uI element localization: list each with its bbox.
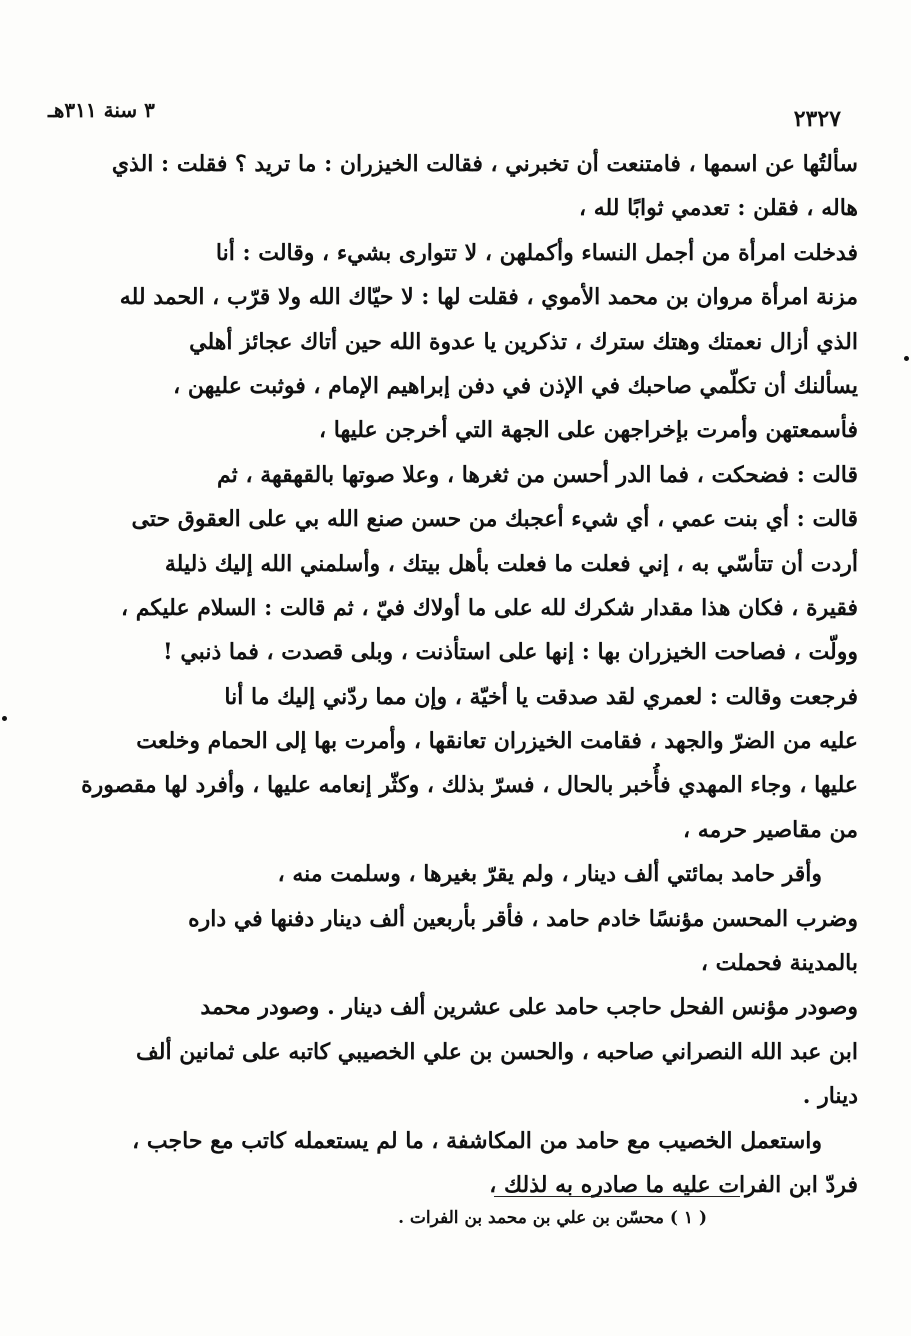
- margin-mark: [904, 356, 909, 361]
- text-line: قالت : أي بنت عمي ، أي شيء أعجبك من حسن صنع الله بي على العقوق حتى: [131, 506, 858, 533]
- footnote-rule: [494, 1196, 740, 1197]
- text-line: عليه من الضرّ والجهد ، فقامت الخيزران تعانقها ، وأمرت بها إلى الحمام وخلعت: [136, 728, 858, 755]
- text-line: يسألنك أن تكلّمي صاحبك في الإذن في دفن إبراهيم الإمام ، فوثبت عليهن ،: [173, 372, 858, 399]
- text-line: ابن عبد الله النصراني صاحبه ، والحسن بن علي الخصيبي كاتبه على ثمانين ألف: [136, 1038, 858, 1065]
- text-line: فقيرة ، فكان هذا مقدار شكرك لله على ما أولاك فيّ ، ثم قالت : السلام عليكم ،: [120, 594, 858, 621]
- text-line: عليها ، وجاء المهدي فأُخبر بالحال ، فسرّ بذلك ، وكثّر إنعامه عليها ، وأفرد لها مقصورة: [81, 772, 858, 799]
- text-line: وولّت ، فصاحت الخيزران بها : إنها على استأذنت ، وبلى قصدت ، فما ذنبي !: [163, 639, 858, 666]
- text-line: واستعمل الخصيب مع حامد من المكاشفة ، ما لم يستعمله كاتب مع حاجب ،: [132, 1127, 822, 1154]
- body-text: [48, 142, 858, 1207]
- text-line: دينار .: [802, 1083, 858, 1110]
- margin-mark: [2, 716, 7, 721]
- text-line: وضرب المحسن مؤنسًا خادم حامد ، فأقر بأربعين ألف دينار دفنها في داره: [188, 905, 858, 932]
- page-header: [48, 98, 851, 132]
- text-line: هاله ، فقلن : تعدمي ثوابًا لله ،: [578, 195, 858, 222]
- text-line: وأقر حامد بمائتي ألف دينار ، ولم يقرّ بغيرها ، وسلمت منه ،: [277, 861, 822, 888]
- text-line: مزنة امرأة مروان بن محمد الأموي ، فقلت لها : لا حيّاك الله ولا قرّب ، الحمد لله: [119, 284, 858, 311]
- text-line: من مقاصير حرمه ،: [682, 816, 858, 843]
- text-line: فردّ ابن الفرات عليه ما صادره به لذلك ،: [489, 1171, 858, 1198]
- footnote: ( ١ ) محسّن بن علي بن محمد بن الفرات .: [398, 1208, 707, 1228]
- text-line: فأسمعتهن وأمرت بإخراجهن على الجهة التي أخرجن عليها ،: [319, 417, 858, 444]
- text-line: قالت : فضحكت ، فما الدر أحسن من ثغرها ، وعلا صوتها بالقهقهة ، ثم: [217, 461, 858, 488]
- text-line: أردت أن تتأسّي به ، إني فعلت ما فعلت بأهل بيتك ، وأسلمني الله إليك ذليلة: [164, 550, 858, 577]
- text-line: سألتُها عن اسمها ، فامتنعت أن تخبرني ، فقالت الخيزران : ما تريد ؟ فقلت : الذي: [111, 151, 858, 177]
- page-number: ٢٣٢٧: [793, 106, 841, 132]
- text-line: الذي أزال نعمتك وهتك سترك ، تذكرين يا عدوة الله حين أتاك عجائز أهلي: [189, 328, 858, 355]
- text-line: بالمدينة فحملت ،: [700, 950, 858, 977]
- header-note: ٣ سنة ٣١١هـ: [48, 98, 155, 122]
- text-line: وصودر مؤنس الفحل حاجب حامد على عشرين ألف دينار . وصودر محمد: [200, 994, 858, 1021]
- text-line: فدخلت امرأة من أجمل النساء وأكملهن ، لا تتوارى بشيء ، وقالت : أنا: [215, 239, 858, 266]
- text-line: فرجعت وقالت : لعمري لقد صدقت يا أخيّة ، وإن مما ردّني إليك ما أنا: [224, 683, 858, 710]
